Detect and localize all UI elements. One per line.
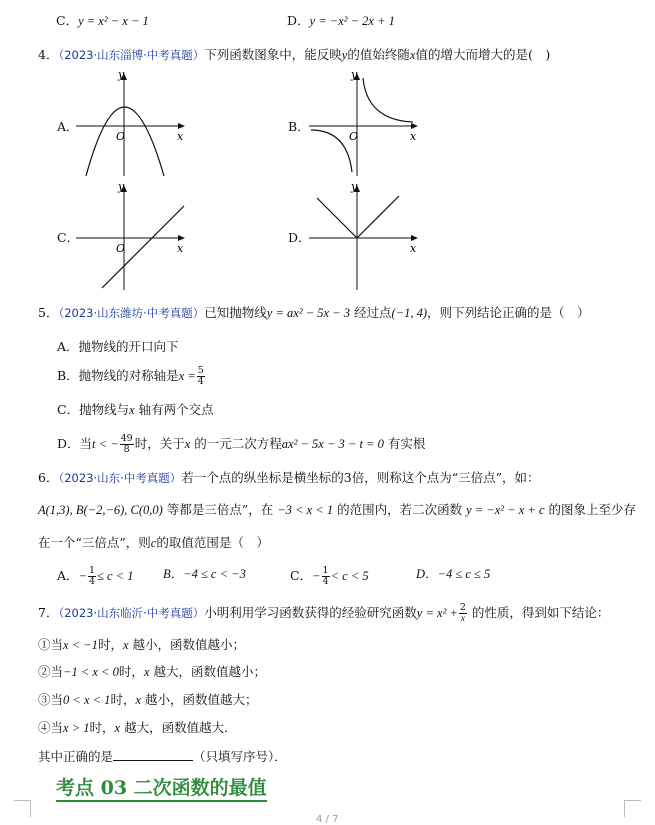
svg-text:x: x — [177, 242, 184, 255]
q4-option-b-label: B． — [288, 119, 310, 134]
svg-text:O: O — [116, 242, 126, 255]
svg-text:y: y — [118, 68, 125, 81]
svg-text:O: O — [116, 130, 126, 143]
q6-stem-line1: 6．（2023·山东·中考真题）若一个点的纵坐标是横坐标的3倍，则称这个点为“三倍点”，如： — [38, 470, 540, 485]
q7-item-3: ③当0 < x < 1时，x 越小，函数值越大； — [38, 692, 258, 707]
svg-text:x: x — [410, 130, 417, 143]
q7-answer-blank[interactable] — [113, 748, 193, 761]
q6-stem-line3: 在一个“三倍点”，则c的取值范围是（ ） — [38, 535, 269, 550]
q5-stem: 5．（2023·山东潍坊·中考真题）已知抛物线y = ax² − 5x − 3 经过点(−1, 4)，则下列结论正确的是（ ） — [38, 305, 590, 320]
q4-graph-c — [72, 180, 192, 292]
page-number: 4 / 7 — [316, 814, 339, 825]
q4-option-c-label: C． — [57, 230, 80, 245]
svg-text:y: y — [351, 68, 358, 81]
q4-graph-a — [72, 68, 192, 178]
q5-option-d: D．当t < − $\frac{49}{8}$ 时，关于x 的一元二次方程ax² − 5x − 3 − t = 0 有实根 — [57, 433, 426, 455]
q6-option-d: D．−4 ≤ c ≤ 5 — [416, 567, 491, 581]
q7-answer-line: 其中正确的是 （只填写序号）． — [38, 749, 287, 764]
section-heading: 考点 03 二次函数的最值 — [56, 776, 267, 802]
q5-option-b: B．抛物线的对称轴是x = $\frac{5}{4}$ — [57, 365, 204, 387]
q7-stem: 7．（2023·山东临沂·中考真题）小明利用学习函数获得的经验研究函数y = x² + $\frac{2}{x}$ 的性质，得到如下结论： — [38, 602, 610, 624]
q7-item-2: ②当−1 < x < 0时，x 越大，函数值越小； — [38, 664, 266, 679]
q4-graph-b — [305, 68, 425, 178]
q4-option-a-label: A． — [57, 119, 79, 134]
q4-option-d-label: D． — [288, 230, 311, 245]
svg-text:x: x — [177, 130, 184, 143]
page-corner-br — [624, 800, 641, 817]
q6-option-a: A．− $\frac{1}{4}$ ≤ c < 1 — [57, 565, 134, 587]
q6-option-b: B．−4 ≤ c < −3 — [163, 567, 246, 581]
svg-text:O: O — [349, 130, 359, 143]
svg-text:y: y — [118, 180, 125, 193]
svg-text:y: y — [351, 180, 358, 193]
q6-stem-line2: A(1,3), B(−2,−6), C(0,0) 等都是三倍点”，在 −3 < x < 1 的范围内，若二次函数 y = −x² − x + c 的图象上至少存 — [38, 502, 636, 517]
prev-option-d: D．y = −x² − 2x + 1 — [287, 13, 395, 28]
q5-option-c: C．抛物线与x 轴有两个交点 — [57, 402, 214, 417]
q6-option-c: C．− $\frac{1}{4}$ < c < 5 — [290, 565, 369, 587]
prev-option-c: C．y = x² − x − 1 — [56, 13, 149, 28]
page-corner-bl — [14, 800, 31, 817]
q4-stem: 4．（2023·山东淄博·中考真题）下列函数图象中，能反映y的值始终随x值的增大而增大的是( ) — [38, 47, 551, 62]
q5-option-a: A．抛物线的开口向下 — [57, 339, 179, 354]
q4-graph-d — [305, 180, 425, 292]
svg-text:x: x — [410, 242, 417, 255]
q7-item-4: ④当x > 1时，x 越大，函数值越大． — [38, 720, 237, 735]
q7-item-1: ①当x < −1时，x 越小，函数值越小； — [38, 637, 246, 652]
